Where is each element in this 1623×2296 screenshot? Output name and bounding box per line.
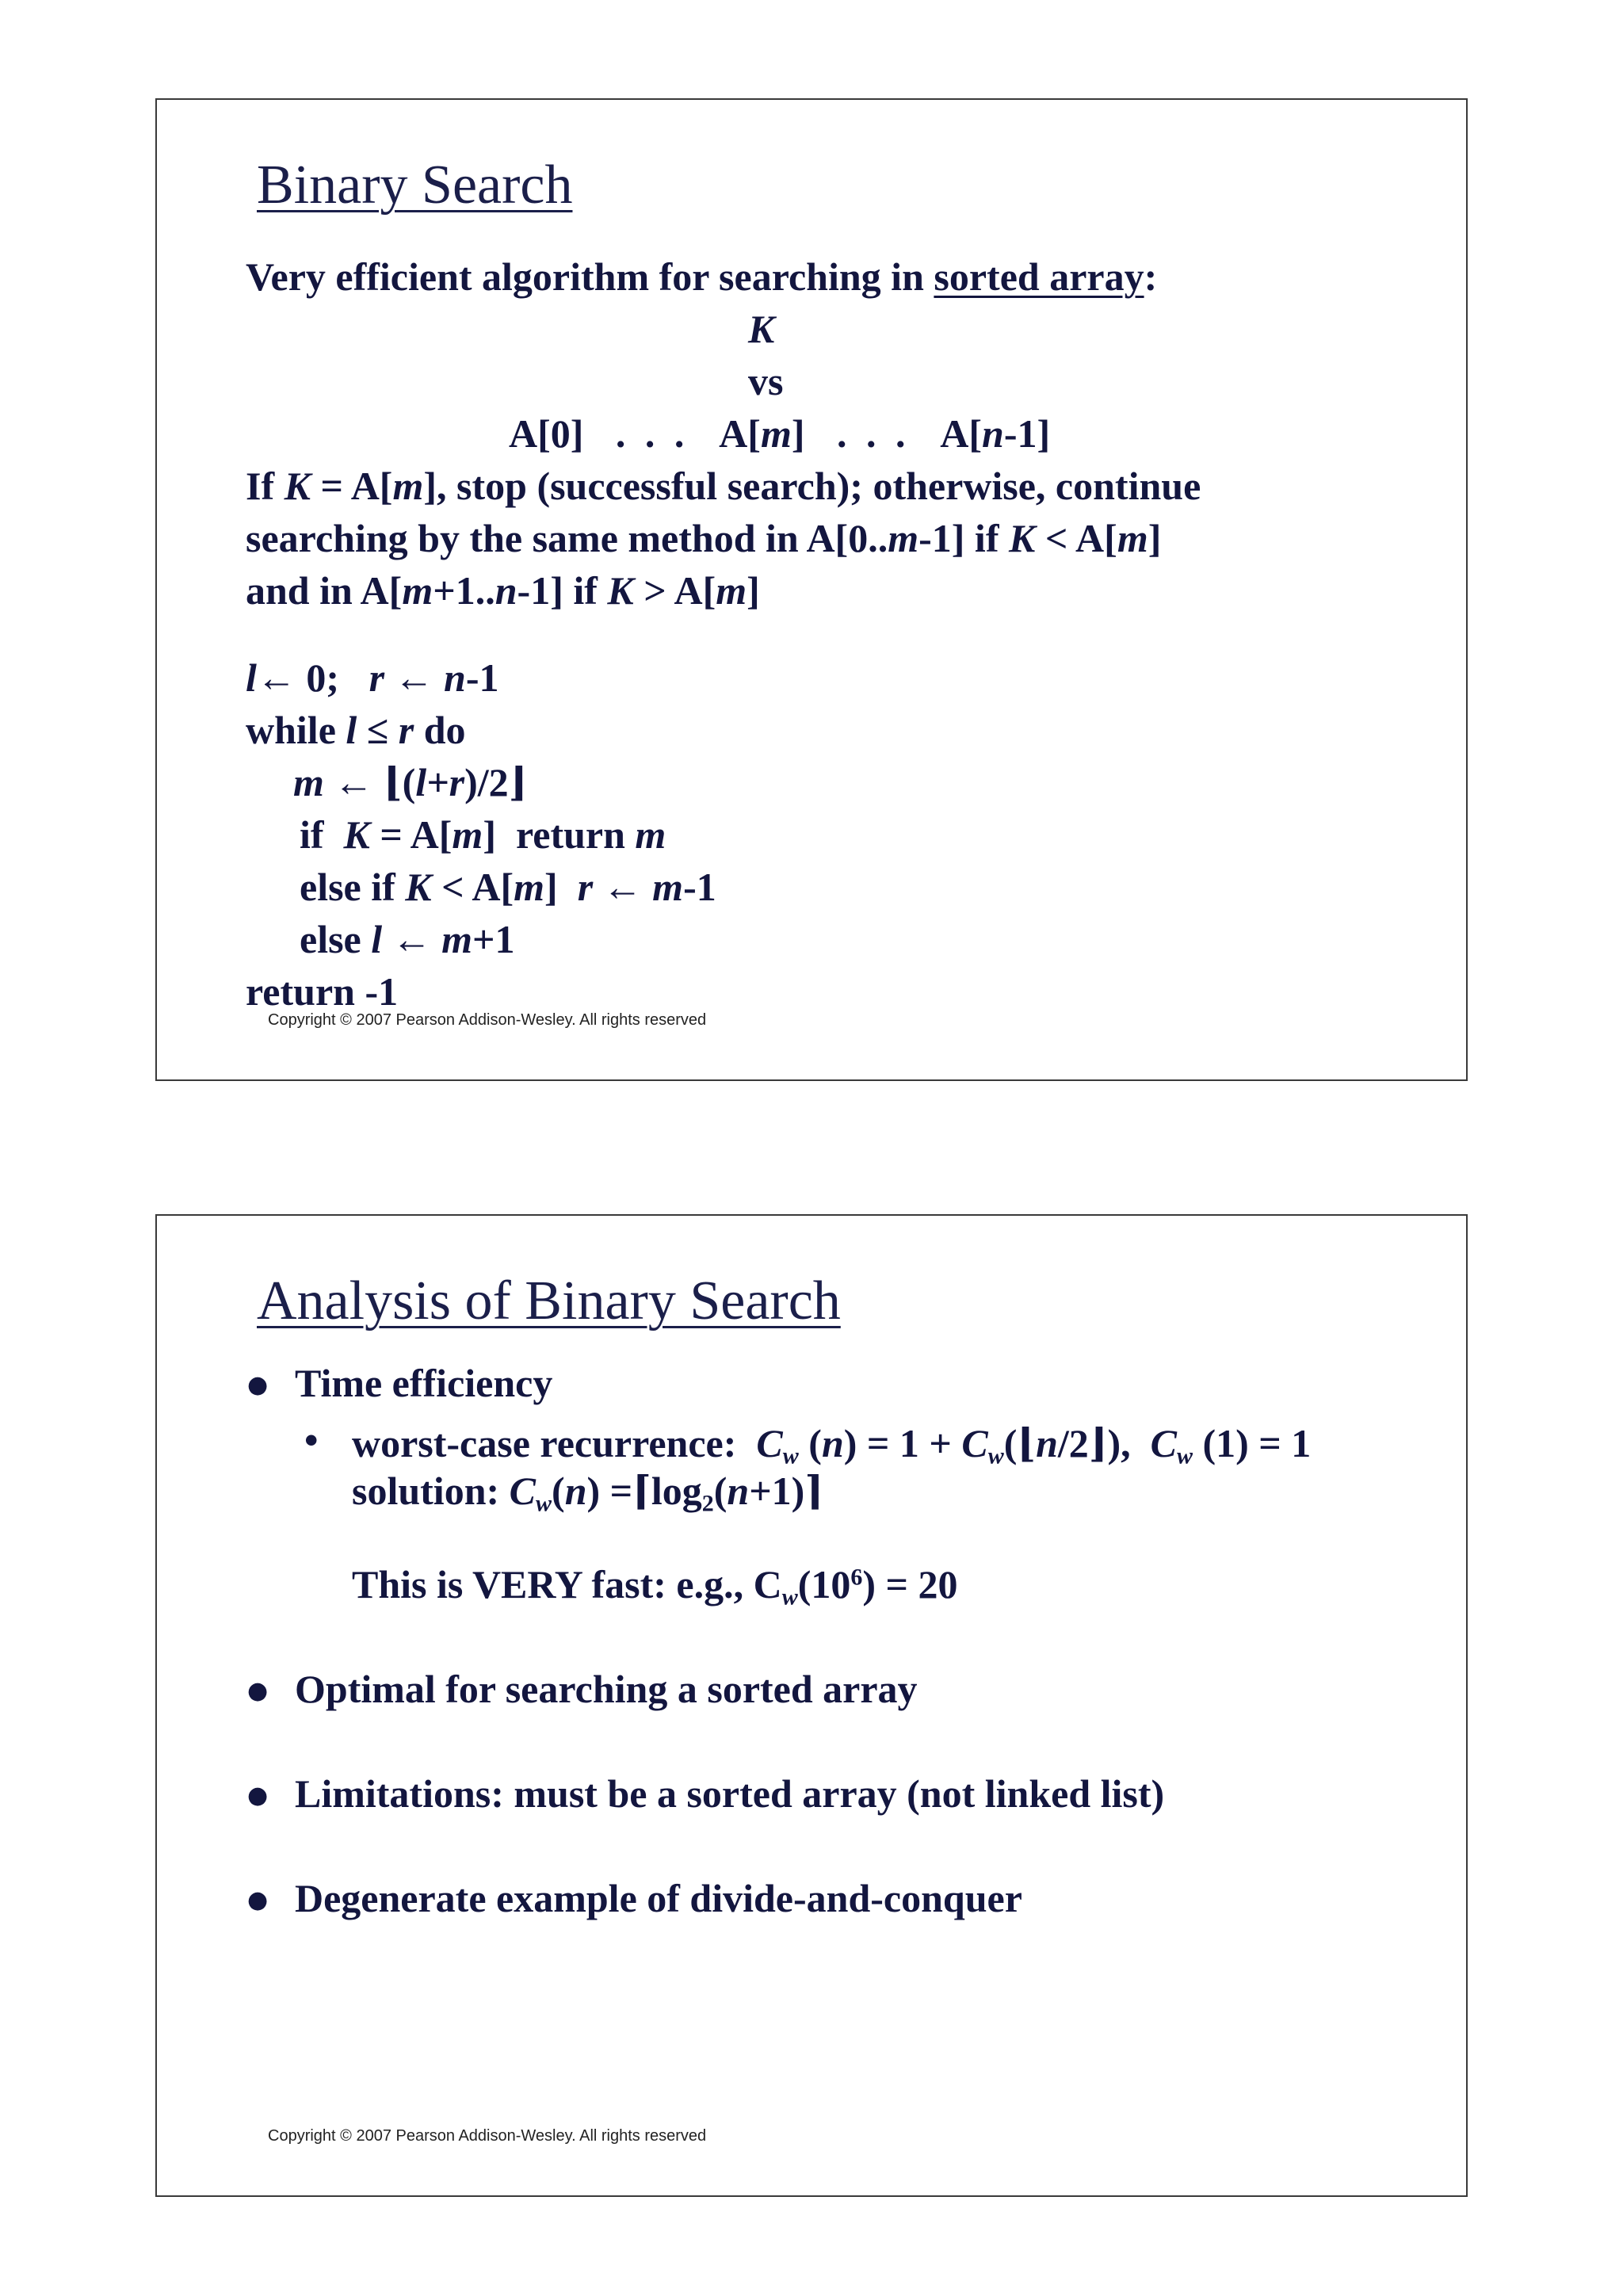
t: ] xyxy=(1148,516,1162,560)
t: w xyxy=(781,1584,798,1610)
t: +1)⌉ xyxy=(749,1469,823,1513)
t: +1.. xyxy=(433,568,495,613)
t: l xyxy=(371,917,383,961)
array-first: A[0] xyxy=(509,411,584,456)
t: ] return xyxy=(483,812,636,857)
t: l xyxy=(246,655,257,700)
t: ) = 20 xyxy=(862,1562,958,1606)
t: > A[ xyxy=(633,568,716,613)
t: 2 xyxy=(701,1490,714,1517)
t: if xyxy=(300,812,344,857)
t: n xyxy=(821,1421,844,1465)
copyright-text: Copyright © 2007 Pearson Addison-Wesley. All rights reserved xyxy=(268,1011,707,1029)
t: n xyxy=(495,568,517,613)
code-line-6 xyxy=(300,919,515,959)
bullet-limitations: Limitations: must be a sorted array (not linked list) xyxy=(295,1771,1165,1816)
t: K xyxy=(284,464,311,508)
t: ) = 1 + xyxy=(843,1421,962,1465)
array-last-suffix: -1] xyxy=(1003,411,1051,456)
t: else xyxy=(300,917,372,961)
t: searching by the same method in A[0.. xyxy=(246,516,888,560)
t: + xyxy=(426,760,449,804)
t: = A[ xyxy=(369,812,453,857)
fast-example-line xyxy=(352,1562,958,1610)
t: ) =⌈log xyxy=(586,1469,702,1513)
t: r xyxy=(398,708,414,752)
slide-title: Analysis of Binary Search xyxy=(257,1270,841,1331)
t: worst-case recurrence: xyxy=(352,1421,757,1465)
t: (⌊ xyxy=(1003,1421,1037,1465)
t: C xyxy=(1150,1421,1177,1465)
t: < A[ xyxy=(1035,516,1117,560)
t: do xyxy=(414,708,466,752)
t: m xyxy=(1117,516,1148,560)
t: else if xyxy=(300,865,406,909)
code-line-2 xyxy=(246,710,466,750)
dots-1: . . . xyxy=(615,411,689,456)
code-line-3 xyxy=(293,762,527,802)
t: n xyxy=(727,1469,750,1513)
t: ← xyxy=(382,917,442,961)
intro-line xyxy=(246,254,1158,299)
t: solution: xyxy=(352,1469,510,1513)
array-last-prefix: A[ xyxy=(940,411,983,456)
t: ← 0; xyxy=(256,655,369,700)
t: -1] if xyxy=(517,568,608,613)
t: C xyxy=(756,1421,783,1465)
key-label xyxy=(748,309,774,349)
t: while xyxy=(246,708,346,752)
code-line-1 xyxy=(246,655,499,700)
t: w xyxy=(536,1490,552,1517)
slide-analysis xyxy=(155,1214,1468,2197)
t: m xyxy=(716,568,747,613)
t: w xyxy=(987,1442,1004,1469)
bullet-dot-icon: ● xyxy=(247,1886,269,1914)
t: ( xyxy=(713,1469,727,1513)
intro-suffix: : xyxy=(1144,254,1158,299)
bullet-optimal: Optimal for searching a sorted array xyxy=(295,1667,918,1711)
dots-2: . . . xyxy=(837,411,911,456)
t: K xyxy=(405,865,432,909)
t: ← xyxy=(593,865,653,909)
t: m xyxy=(888,516,919,560)
copyright-text: Copyright © 2007 Pearson Addison-Wesley. All rights reserved xyxy=(268,2127,707,2145)
t: (10 xyxy=(797,1562,851,1606)
key-var: K xyxy=(748,307,775,351)
array-last-var: n xyxy=(982,411,1004,456)
t: w xyxy=(1176,1442,1193,1469)
sub-bullet-dot-icon: • xyxy=(304,1418,319,1462)
bullet-time-efficiency: Time efficiency xyxy=(295,1361,553,1405)
bullet-degenerate: Degenerate example of divide-and-conquer xyxy=(295,1876,1022,1920)
t: ← ⌊( xyxy=(323,760,416,804)
t: ] xyxy=(747,568,760,613)
t: -1 xyxy=(465,655,499,700)
t: /2⌋), xyxy=(1057,1421,1151,1465)
code-line-7: return -1 xyxy=(246,969,399,1014)
t: m xyxy=(452,812,483,857)
t: If xyxy=(246,464,285,508)
t: and in A[ xyxy=(246,568,403,613)
intro-prefix: Very efficient algorithm for searching in xyxy=(246,254,934,299)
t: 6 xyxy=(850,1564,863,1591)
t: ] xyxy=(544,865,578,909)
recurrence-line xyxy=(352,1421,1312,1469)
t: m xyxy=(441,917,473,961)
t: r xyxy=(449,760,465,804)
t: This is VERY fast: e.g., C xyxy=(352,1562,782,1606)
t: = A[ xyxy=(310,464,393,508)
desc-line-3 xyxy=(246,568,760,613)
t: r xyxy=(577,865,594,909)
slide-binary-search xyxy=(155,98,1468,1081)
bullet-dot-icon: ● xyxy=(247,1677,269,1705)
t: n xyxy=(564,1469,587,1513)
t: m xyxy=(392,464,424,508)
t: ], stop (successful search); otherwise, continue xyxy=(423,464,1201,508)
t: l xyxy=(415,760,427,804)
desc-line-1 xyxy=(246,466,1201,506)
t: ( xyxy=(552,1469,565,1513)
t: C xyxy=(509,1469,537,1513)
t: ≤ xyxy=(357,708,399,752)
t: m xyxy=(652,865,684,909)
t: +1 xyxy=(472,917,515,961)
t: -1 xyxy=(683,865,716,909)
t: < A[ xyxy=(431,865,514,909)
t: -1] if xyxy=(918,516,1009,560)
desc-line-2 xyxy=(246,518,1161,558)
t: r xyxy=(369,655,385,700)
t: n xyxy=(1036,1421,1058,1465)
t: m xyxy=(402,568,433,613)
t: K xyxy=(343,812,370,857)
code-line-5 xyxy=(300,867,716,907)
t: ( xyxy=(798,1421,822,1465)
array-mid-suffix: ] xyxy=(791,411,805,456)
array-mid-var: m xyxy=(760,411,792,456)
bullet-dot-icon: ● xyxy=(247,1371,269,1399)
bullet-dot-icon: ● xyxy=(247,1782,269,1809)
array-row xyxy=(509,411,1051,456)
t: ← xyxy=(384,655,445,700)
t: K xyxy=(607,568,634,613)
t: )/2⌋ xyxy=(464,760,528,804)
t: K xyxy=(1008,516,1036,560)
t: l xyxy=(346,708,357,752)
sorted-array-text: sorted array xyxy=(934,254,1144,299)
t: m xyxy=(514,865,545,909)
t: (1) = 1 xyxy=(1192,1421,1312,1465)
t: n xyxy=(444,655,466,700)
slide-title: Binary Search xyxy=(257,155,573,216)
array-mid-prefix: A[ xyxy=(719,411,761,456)
solution-line xyxy=(352,1469,823,1517)
vs-label: vs xyxy=(748,359,784,403)
code-line-4 xyxy=(300,812,666,857)
t: w xyxy=(782,1442,799,1469)
t: C xyxy=(961,1421,988,1465)
t: m xyxy=(635,812,666,857)
t: m xyxy=(293,760,324,804)
